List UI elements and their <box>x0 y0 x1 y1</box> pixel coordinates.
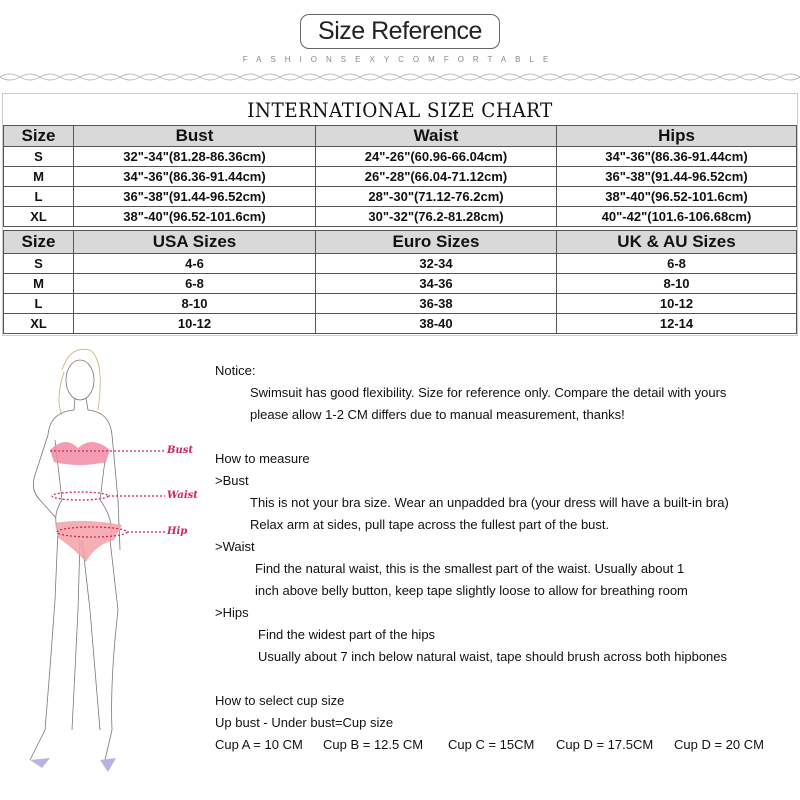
notice-line: please allow 1-2 CM differs due to manual measurement, thanks! <box>250 407 625 422</box>
notice-line: Swimsuit has good flexibility. Size for reference only. Compare the detail with yours <box>250 385 727 400</box>
table-header-row <box>4 126 797 147</box>
value-cell: 6-8 <box>74 274 316 294</box>
bust-line: This is not your bra size. Wear an unpadded bra (your dress will have a built-in bra) <box>250 495 729 510</box>
table-row <box>4 294 797 314</box>
table-row <box>4 187 797 207</box>
header-size: Size <box>4 126 74 147</box>
cup-c: Cup C = 15CM <box>448 737 535 752</box>
value-cell: 38-40 <box>316 314 557 334</box>
header-uk-au: UK & AU Sizes <box>557 231 797 254</box>
value-cell: 30"-32"(76.2-81.28cm) <box>316 207 557 227</box>
tagline: FASHIONSEXYCOMFORTABLE <box>242 55 558 64</box>
value-cell: 38"-40"(96.52-101.6cm) <box>74 207 316 227</box>
value-cell: 36-38 <box>316 294 557 314</box>
waist-label: Waist <box>167 490 198 501</box>
hip-label: Hip <box>167 526 188 537</box>
body-measurement-table <box>3 125 797 227</box>
size-cell: L <box>4 294 74 314</box>
chart-title: INTERNATIONAL SIZE CHART <box>247 98 553 122</box>
how-to-measure-heading: How to measure <box>215 451 310 466</box>
size-cell: M <box>4 167 74 187</box>
table-row <box>4 254 797 274</box>
waist-line: inch above belly button, keep tape slightly loose to allow for breathing room <box>255 583 688 598</box>
value-cell: 26"-28"(66.04-71.12cm) <box>316 167 557 187</box>
value-cell: 38"-40"(96.52-101.6cm) <box>557 187 797 207</box>
measurement-notes <box>215 360 764 756</box>
size-cell: XL <box>4 314 74 334</box>
value-cell: 8-10 <box>74 294 316 314</box>
size-cell: XL <box>4 207 74 227</box>
value-cell: 36"-38"(91.44-96.52cm) <box>557 167 797 187</box>
table-header-row <box>4 231 797 254</box>
value-cell: 10-12 <box>557 294 797 314</box>
body-measurement-illustration <box>0 340 220 800</box>
bust-heading: >Bust <box>215 473 249 488</box>
cup-size-heading: How to select cup size <box>215 693 345 708</box>
bust-line: Relax arm at sides, pull tape across the fullest part of the bust. <box>250 517 610 532</box>
cup-a: Cup A = 10 CM <box>215 737 303 752</box>
hips-line: Usually about 7 inch below natural waist, tape should brush across both hipbones <box>258 649 728 664</box>
header-hips: Hips <box>557 126 797 147</box>
size-cell: M <box>4 274 74 294</box>
cup-d-20: Cup D = 20 CM <box>674 737 764 752</box>
value-cell: 4-6 <box>74 254 316 274</box>
waist-heading: >Waist <box>215 539 255 554</box>
table-row <box>4 147 797 167</box>
value-cell: 32"-34"(81.28-86.36cm) <box>74 147 316 167</box>
value-cell: 12-14 <box>557 314 797 334</box>
value-cell: 28"-30"(71.12-76.2cm) <box>316 187 557 207</box>
value-cell: 36"-38"(91.44-96.52cm) <box>74 187 316 207</box>
size-cell: L <box>4 187 74 207</box>
header-usa: USA Sizes <box>74 231 316 254</box>
table-row <box>4 314 797 334</box>
cup-b: Cup B = 12.5 CM <box>323 737 424 752</box>
table-row <box>4 167 797 187</box>
cup-d: Cup D = 17.5CM <box>556 737 654 752</box>
value-cell: 24"-26"(60.96-66.04cm) <box>316 147 557 167</box>
header-size: Size <box>4 231 74 254</box>
value-cell: 40"-42"(101.6-106.68cm) <box>557 207 797 227</box>
size-cell: S <box>4 147 74 167</box>
value-cell: 34"-36"(86.36-91.44cm) <box>74 167 316 187</box>
value-cell: 34"-36"(86.36-91.44cm) <box>557 147 797 167</box>
value-cell: 8-10 <box>557 274 797 294</box>
decorative-wave-divider <box>0 71 800 83</box>
waist-line: Find the natural waist, this is the smallest part of the waist. Usually about 1 <box>255 561 685 576</box>
bust-label: Bust <box>167 445 193 456</box>
table-row <box>4 274 797 294</box>
value-cell: 6-8 <box>557 254 797 274</box>
regional-size-table <box>3 230 797 334</box>
cup-formula: Up bust - Under bust=Cup size <box>215 715 394 730</box>
size-reference-title: Size Reference <box>300 14 500 49</box>
header-bust: Bust <box>74 126 316 147</box>
hips-line: Find the widest part of the hips <box>258 627 436 642</box>
value-cell: 34-36 <box>316 274 557 294</box>
notice-heading: Notice: <box>215 363 256 378</box>
table-row <box>4 207 797 227</box>
header-euro: Euro Sizes <box>316 231 557 254</box>
header-waist: Waist <box>316 126 557 147</box>
value-cell: 32-34 <box>316 254 557 274</box>
cup-size-list <box>215 734 764 756</box>
value-cell: 10-12 <box>74 314 316 334</box>
hips-heading: >Hips <box>215 605 249 620</box>
size-cell: S <box>4 254 74 274</box>
